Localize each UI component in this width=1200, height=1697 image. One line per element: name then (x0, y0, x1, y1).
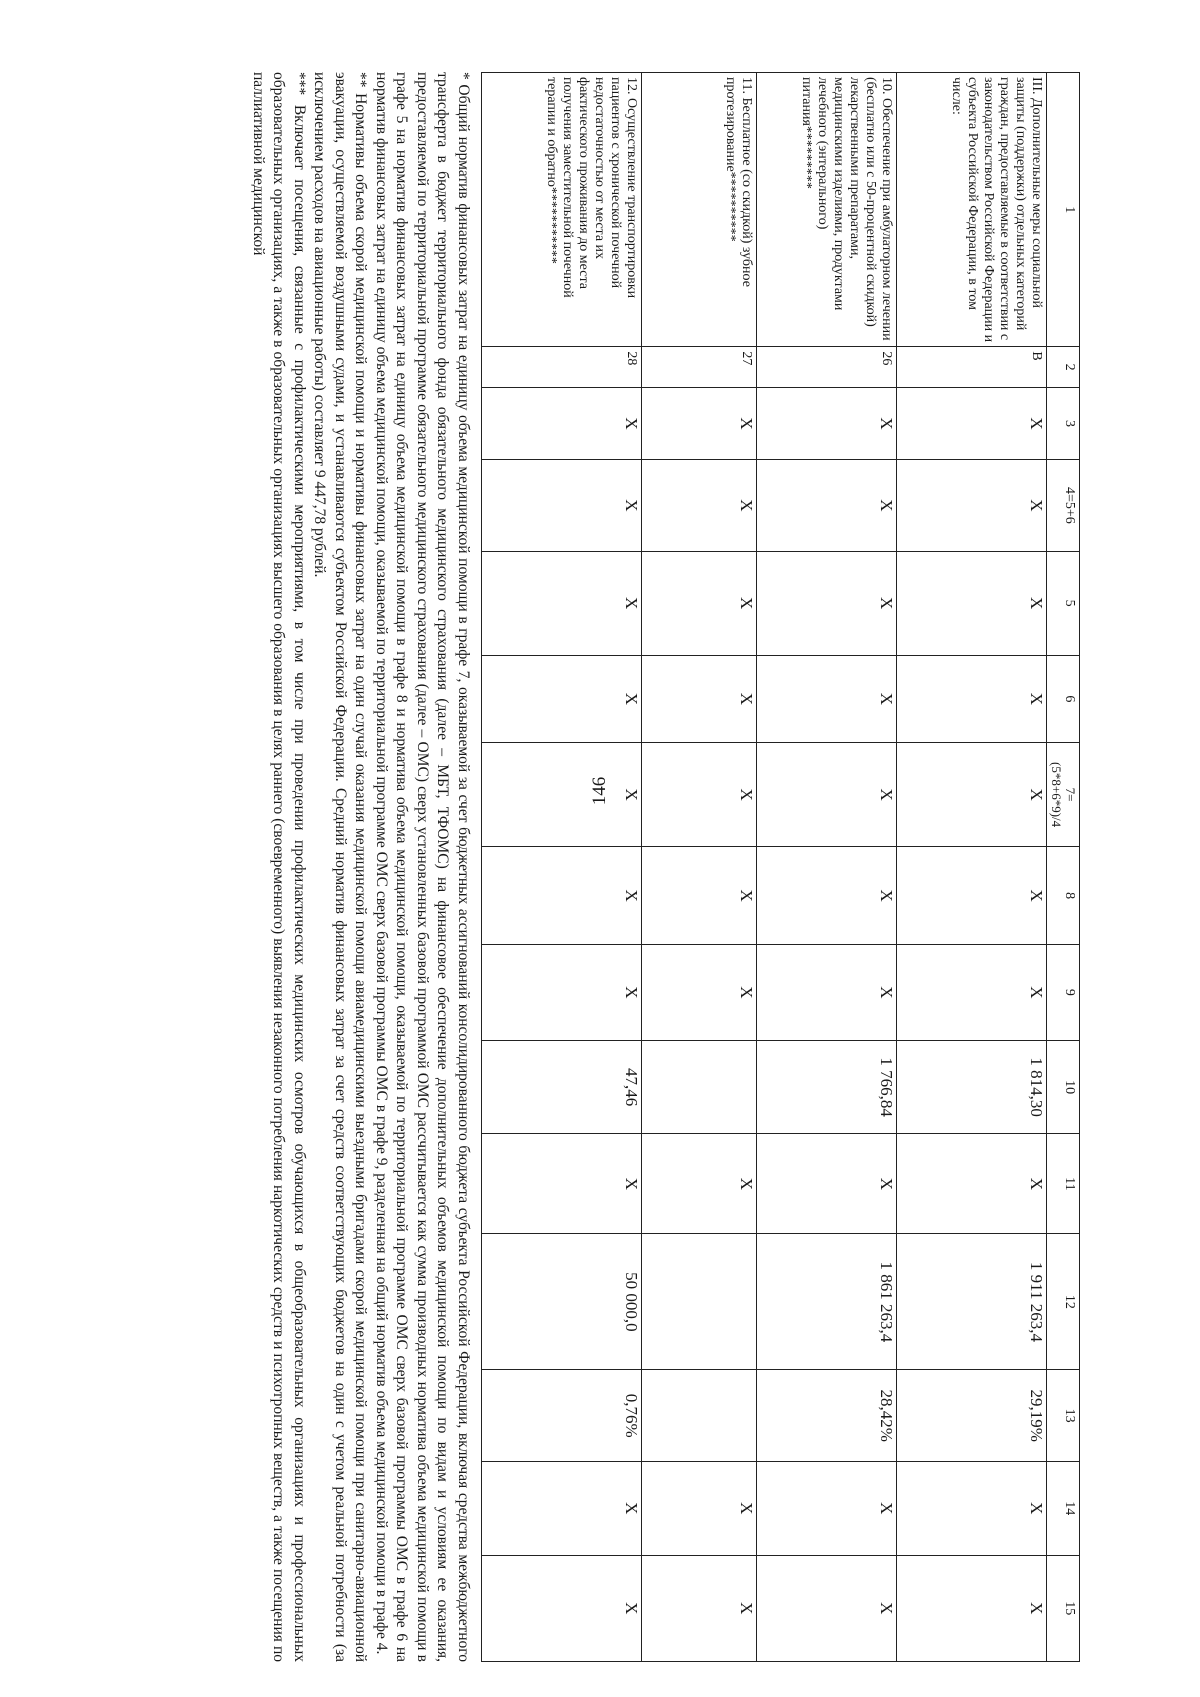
table-cell: Х (757, 847, 897, 945)
row-code: 28 (482, 347, 642, 387)
table-cell (642, 1040, 757, 1134)
row-code: 26 (757, 347, 897, 387)
table-cell: 0,76% (482, 1370, 642, 1461)
row-name: 11. Бесплатное (со скидкой) зубное протезирование********** (642, 73, 757, 347)
table-cell: Х (897, 551, 1047, 655)
table-cell: Х (897, 1134, 1047, 1234)
data-table (481, 72, 1080, 1662)
table-cell: Х (897, 1461, 1047, 1555)
table-cell: 1 861 263,4 (757, 1234, 897, 1370)
rotated-content (100, 72, 1080, 1662)
table-cell (642, 1370, 757, 1461)
column-header: 11 (1047, 1134, 1080, 1234)
table-cell: 1 766,84 (757, 1040, 897, 1134)
table-cell: Х (897, 655, 1047, 742)
table-cell: Х (757, 1461, 897, 1555)
table-cell: Х (482, 1461, 642, 1555)
table-cell: 1 911 263,4 (897, 1234, 1047, 1370)
table-cell: Х (642, 742, 757, 846)
column-header: 1 (1047, 73, 1080, 347)
table-cell: Х (482, 551, 642, 655)
table-cell: Х (757, 742, 897, 846)
column-header: 2 (1047, 347, 1080, 387)
table-header-row (1047, 73, 1080, 1662)
table-cell: 28,42% (757, 1370, 897, 1461)
column-header: 9 (1047, 945, 1080, 1041)
table-cell: 50 000,0 (482, 1234, 642, 1370)
table-cell: Х (642, 1555, 757, 1662)
table-cell: Х (482, 1555, 642, 1662)
row-code: В (897, 347, 1047, 387)
table-cell: Х (757, 945, 897, 1041)
table-cell: Х (757, 460, 897, 551)
column-header: 6 (1047, 655, 1080, 742)
table-cell: Х (482, 945, 642, 1041)
table-cell: Х (757, 551, 897, 655)
column-header: 7= (5*8+6*9)/4 (1047, 742, 1080, 846)
table-cell: Х (897, 460, 1047, 551)
column-header: 5 (1047, 551, 1080, 655)
column-header: 12 (1047, 1234, 1080, 1370)
table-cell: Х (897, 1555, 1047, 1662)
table-cell: 47,46 (482, 1040, 642, 1134)
table-cell: Х (642, 655, 757, 742)
row-code: 27 (642, 347, 757, 387)
table-cell: Х (482, 1134, 642, 1234)
column-header: 14 (1047, 1461, 1080, 1555)
table-cell: Х (482, 460, 642, 551)
column-header: 4=5+6 (1047, 460, 1080, 551)
table-cell: Х (642, 1134, 757, 1234)
footnote: ** Нормативы объема скорой медицинской помощи и нормативы финансовых затрат на один случай оказания медицинской помощи авиамедицинскими выездными бригадами скорой медицинской помощи при санитарно-авиационной эвакуации, осуществляемой воздушными судами, и устанавливаются субъектом Российской Федерации. Средний норматив финансовых затрат за счет средств соответствующих бюджетов на один с учетом реальной потребности (за исключением расходов на авиационные работы) составляет 9 447,78 рублей. (311, 72, 370, 1662)
table-cell: Х (482, 847, 642, 945)
table-cell: 29,19% (897, 1370, 1047, 1461)
table-cell: Х (897, 847, 1047, 945)
table-cell (642, 1234, 757, 1370)
column-header: 8 (1047, 847, 1080, 945)
row-name: 10. Обеспечение при амбулаторном лечении (бесплатно или с 50-процентной скидкой) лекарственными препаратами, медицинскими изделиями, продуктами лечебного (энтерального) питания********* (757, 73, 897, 347)
table-cell: Х (642, 460, 757, 551)
table-row (642, 73, 757, 1662)
table-cell: Х (482, 387, 642, 459)
table-cell: Х (897, 387, 1047, 459)
footnote: * Общий норматив финансовых затрат на единицу объема медицинской помощи в графе 7, оказываемой за счет бюджетных ассигнований консолидированного бюджета субъекта Российской Федерации, включая средства межбюджетного трансферта в бюджет территориального фонда обязательного медицинского страхования (далее – МБТ, ТФОМС) на финансовое обеспечение дополнительных объемов медицинской помощи по видам и условиям ее оказания, предоставляемой по территориальной программе обязательного медицинского страхования (далее – ОМС) сверх установленных базовой программой ОМС рассчитывается как сумма производных норматива объема медицинской помощи в графе 5 на норматив финансовых затрат на единицу объема медицинской помощи в графе 8 и норматива объема медицинской помощи, оказываемой по территориальной программе ОМС сверх базовой программы ОМС в графе 6 на норматив финансовых затрат на единицу объема медицинской помощи, оказываемой по территориальной программе ОМС сверх базовой программы ОМС в графе 9, разделенная на общий норматив объема медицинской помощи в графе 4. (373, 72, 472, 1662)
row-name: III. Дополнительные меры социальной защиты (поддержки) отдельных категорий граждан, предоставляемые в соответствии с законодательством Российской Федерации и субъекта Российской Федерации, в том числе: (897, 73, 1047, 347)
table-cell: 1 814,30 (897, 1040, 1047, 1134)
table-cell: Х (642, 387, 757, 459)
table-cell: Х (642, 1461, 757, 1555)
column-header: 10 (1047, 1040, 1080, 1134)
table-cell: Х (642, 945, 757, 1041)
column-header: 3 (1047, 387, 1080, 459)
table-row (757, 73, 897, 1662)
table-cell: Х (897, 742, 1047, 846)
table-cell: Х (897, 945, 1047, 1041)
row-name: 12. Осуществление транспортировки пациентов с хронической почечной недостаточностью от места их фактического проживания до места получения заместительной почечной терапии и обратно*********** (482, 73, 642, 347)
footnotes (248, 72, 474, 1662)
column-header: 15 (1047, 1555, 1080, 1662)
table-cell: Х (757, 1134, 897, 1234)
table-cell: Х (482, 742, 642, 846)
table-cell: Х (642, 551, 757, 655)
table-row (482, 73, 642, 1662)
column-header: 13 (1047, 1370, 1080, 1461)
table-cell: Х (642, 847, 757, 945)
table-cell: Х (757, 387, 897, 459)
table-cell: Х (757, 1555, 897, 1662)
page-number: 146 (589, 776, 610, 806)
table-cell: Х (482, 655, 642, 742)
table-row (897, 73, 1047, 1662)
footnote: *** Включает посещения, связанные с профилактическими мероприятиями, в том числе при проведении профилактических медицинских осмотров обучающихся в общеобразовательных организациях и профессиональных образовательных организациях, а также в образовательных организациях высшего образования в целях раннего (своевременного) выявления незаконного потребления наркотических средств и психотропных веществ, а также посещения по паллиативной медицинской (250, 72, 308, 1662)
table-cell: Х (757, 655, 897, 742)
